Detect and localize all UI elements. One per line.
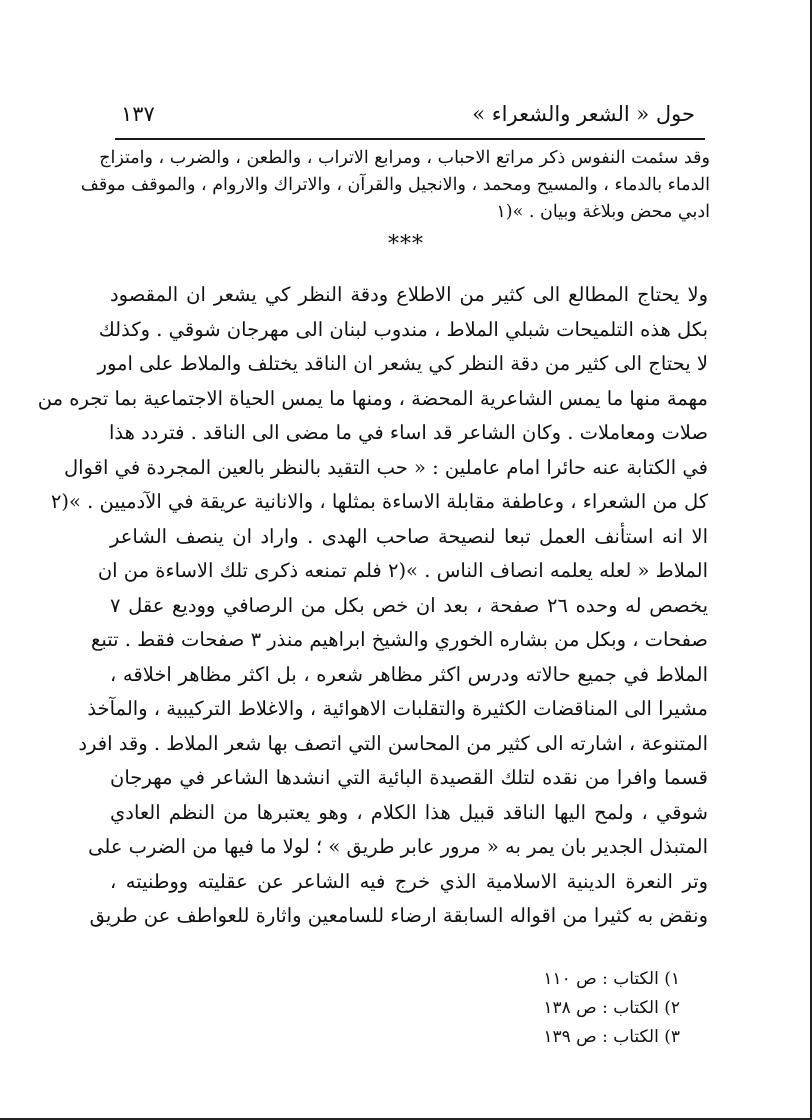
body-line: في الكتابة عنه حائرا امام عاملين : « حب التقيد بالنظر بالعين المجردة في اقوال bbox=[63, 455, 708, 479]
body-line: كل من الشعراء ، وعاطفة مقابلة الاساءة بمثلها ، والانانية عريقة في الآدميين . »(٢ bbox=[50, 490, 708, 513]
body-line: قسما وافرا من نقده لتلك القصيدة البائية التي انشدها الشاعر في مهرجان bbox=[110, 766, 708, 789]
header-rule bbox=[115, 138, 705, 140]
body-line: صفحات ، وبكل من بشاره الخوري والشيخ ابراهيم منذر ٣ صفحات فقط . تتبع bbox=[90, 628, 708, 651]
footnotes bbox=[430, 965, 680, 1052]
body-line: ولا يحتاج المطالع الى كثير من الاطلاع ودقة النظر كي يشعر ان المقصود bbox=[110, 283, 708, 306]
body-line: الملاط « لعله يعلمه انصاف الناس . »(٢ فلم تمنعه ذكرى تلك الاساءة من ان bbox=[97, 559, 708, 582]
body-line: الملاط في جميع حالاته ودرس اكثر مظاهر شعره ، بل اكثر مظاهر اخلاقه ، bbox=[110, 662, 708, 686]
body-line: شوقي ، ولمح اليها الناقد قبيل هذا الكلام ، وهو يعتبرها من النظم العادي bbox=[110, 800, 708, 824]
body-line: المتبذل الجدير بان يمر به « مرور عابر طريق » ؛ لولا ما فيها من الضرب على bbox=[88, 835, 708, 858]
body-line: صلات ومعاملات . وكان الشاعر قد اساء في ما مضى الى الناقد . فتردد هذا bbox=[108, 421, 708, 444]
body-line: مهمة منها ما يمس الشاعرية المحضة ، ومنها ما يمس الحياة الاجتماعية بما تجره من bbox=[37, 386, 708, 410]
body-line: لا يحتاج الى كثير من دقة النظر كي يشعر ان الناقد يختلف والملاط على امور bbox=[97, 352, 708, 375]
page-header bbox=[115, 96, 695, 136]
footnote: ٣) الكتاب : ص ١٣٩ bbox=[543, 1027, 680, 1047]
body-line: وتر النعرة الدينية الاسلامية الذي خرج فيه الشاعر عن عقليته ووطنيته ، bbox=[110, 869, 708, 893]
quote-line: وقد سئمت النفوس ذكر مراتع الاحباب ، ومرابع الاتراب ، والطعن ، والضرب ، وامتزاج bbox=[99, 148, 710, 168]
body-line: الا انه استأنف العمل تبعا لنصيحة صاحب الهدى . واراد ان ينصف الشاعر bbox=[110, 524, 708, 548]
body-line: ونقض به كثيرا من اقواله السابقة ارضاء للسامعين واثارة للعواطف عن طريق bbox=[89, 904, 708, 927]
footnote: ٢) الكتاب : ص ١٣٨ bbox=[543, 998, 680, 1018]
running-title: حول « الشعر والشعراء » bbox=[472, 102, 695, 126]
body-line: بكل هذه التلميحات شبلي الملاط ، مندوب لبنان الى مهرجان شوقي . وكذلك bbox=[98, 317, 708, 341]
body-line: المتنوعة ، اشارته الى كثير من المحاسن التي اتصف بها شعر الملاط . وقد افرد bbox=[78, 731, 708, 755]
footnote: ١) الكتاب : ص ١١٠ bbox=[543, 969, 680, 989]
body-line: مشيرا الى المناقضات الكثيرة والتقلبات الاهوائية ، والاغلاط التركيبية ، والمآخذ bbox=[87, 697, 708, 720]
body-text bbox=[37, 278, 709, 934]
quote-line: الدماء بالدماء ، والمسيح ومحمد ، والانجيل والقرآن ، والاتراك والاروام ، والموقف موقف bbox=[80, 175, 710, 195]
page-number: ١٣٧ bbox=[121, 102, 155, 126]
section-separator: *** bbox=[388, 232, 424, 257]
body-line: يخصص له وحده ٢٦ صفحة ، بعد ان خص بكل من الرصافي ووديع عقل ٧ bbox=[110, 593, 709, 617]
quoted-passage bbox=[80, 145, 710, 226]
quote-line: ادبي محض وبلاغة وبيان . »(١ bbox=[496, 202, 710, 222]
